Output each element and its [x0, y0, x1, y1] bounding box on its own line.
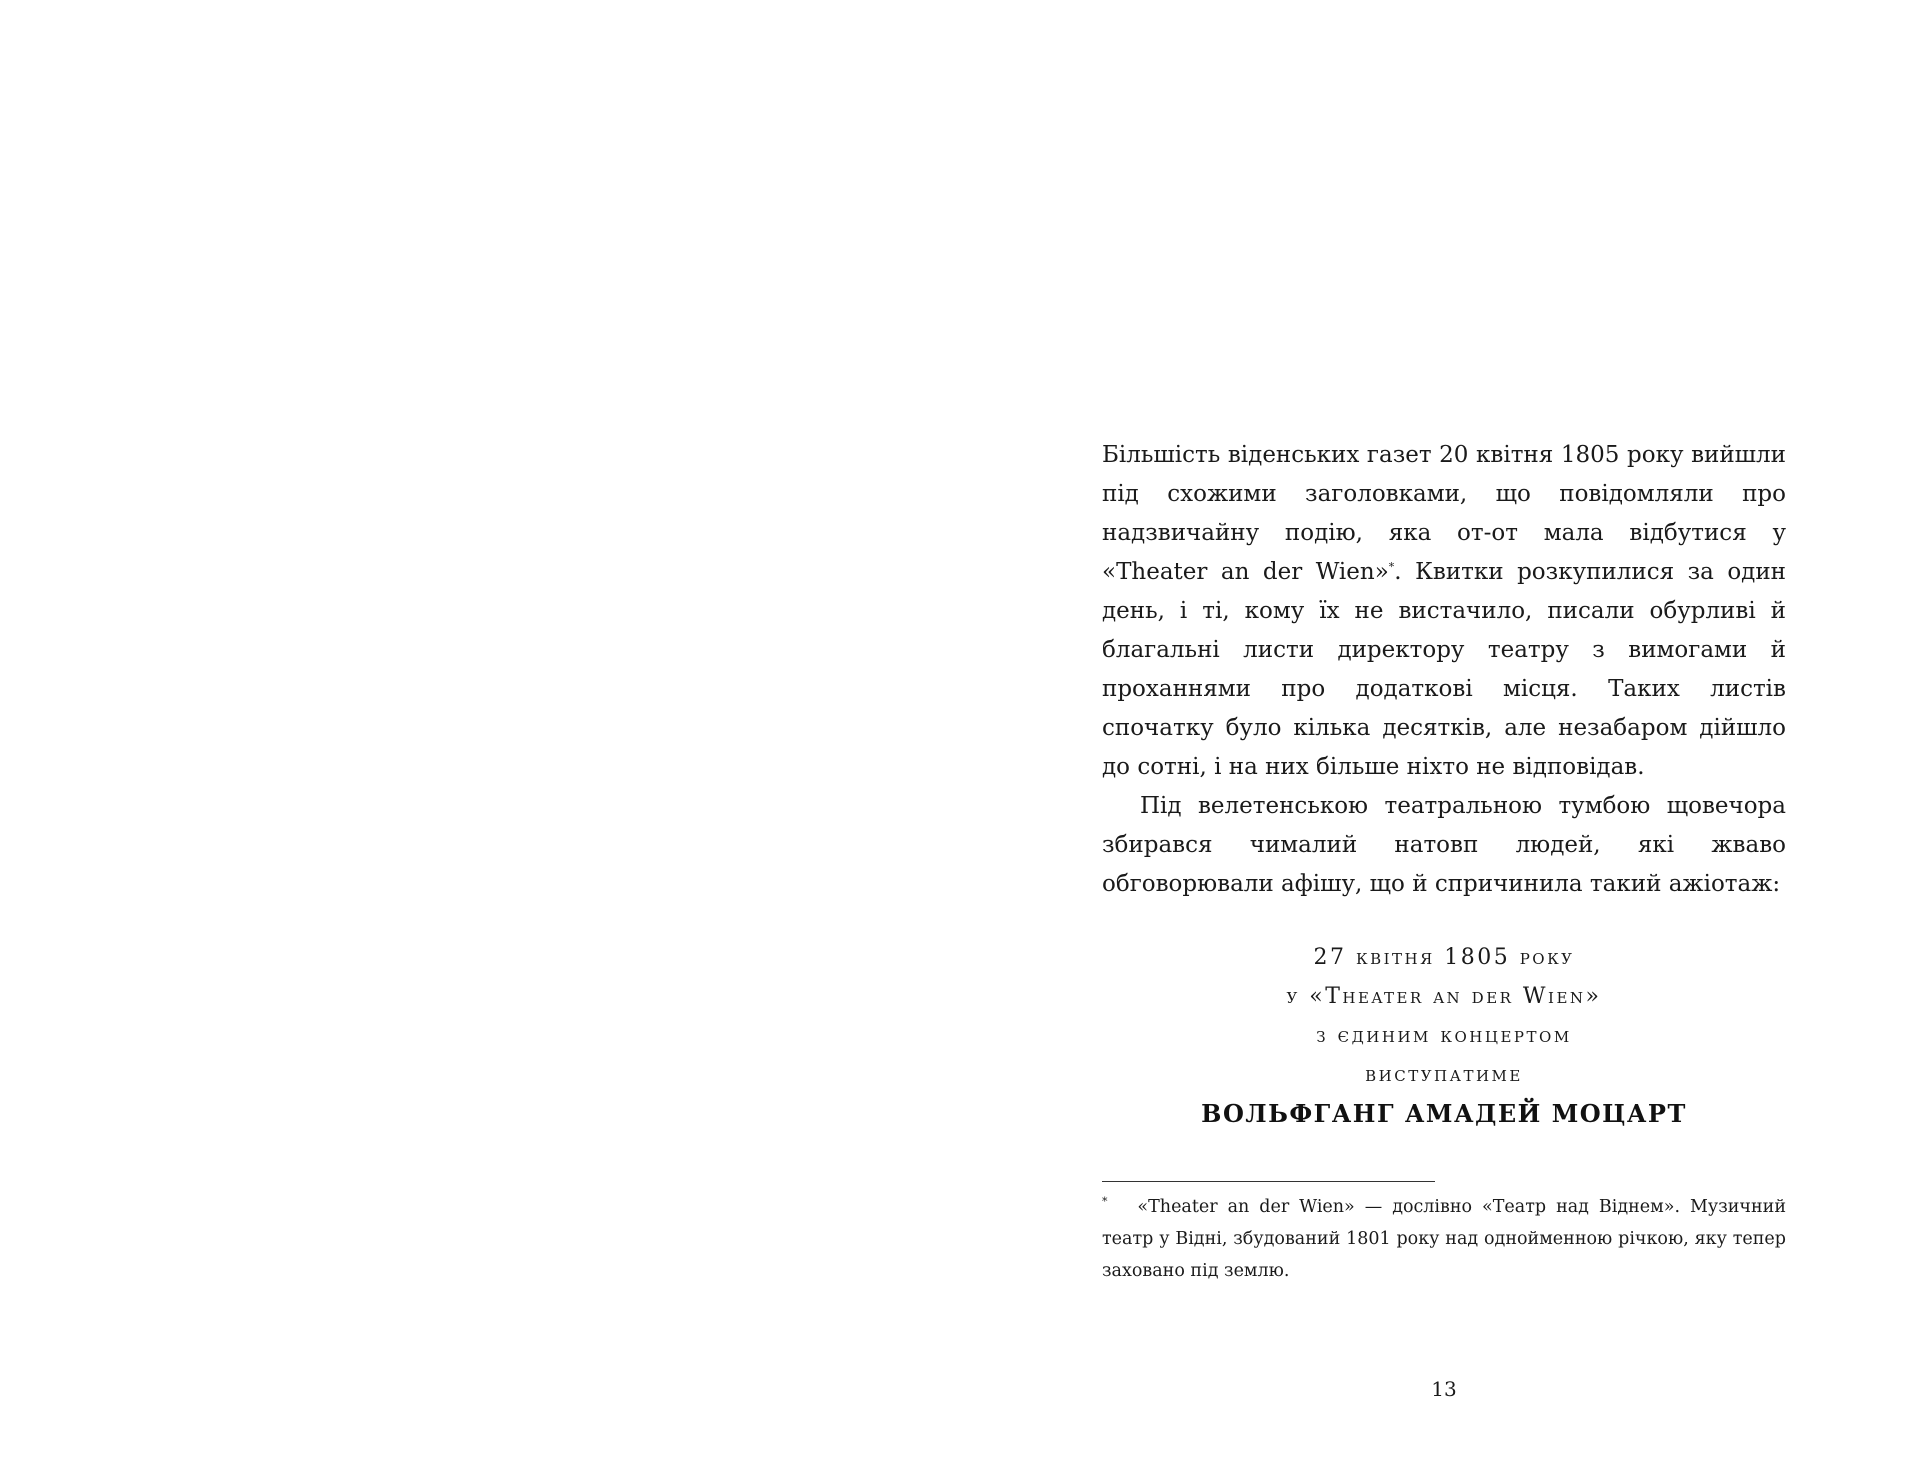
- poster-concert-line: з єдиним концертом: [1316, 1023, 1572, 1048]
- concert-poster: [1102, 938, 1786, 1134]
- paragraph-1-text-continued: . Квитки розкупилися за один день, і ті, кому їх не вистачило, писали обурливі й благальні листи директору театру з вимогами й проханнями про додаткові місця. Таких листів спочатку було кілька десятків, але незабаром дійшло до сотні, і на них більше ніхто не відповідав.: [1102, 559, 1786, 780]
- right-page: [960, 0, 1920, 1477]
- poster-performer-name: ВОЛЬФГАНГ АМАДЕЙ МОЦАРТ: [1201, 1099, 1687, 1128]
- page-number: 13: [1431, 1377, 1457, 1401]
- paragraph-2: Під велетенською театральною тумбою щовечора збирався чималий натовп людей, які жваво обговорювали афішу, що й спричинила такий ажіотаж:: [1102, 793, 1786, 897]
- poster-venue-line: у «Theater an der Wien»: [1286, 984, 1602, 1009]
- paragraph-1: [1102, 436, 1786, 787]
- footnote-divider: [1102, 1181, 1435, 1182]
- poster-date-line: 27 квітня 1805 року: [1313, 945, 1575, 970]
- footnote: [1102, 1191, 1786, 1287]
- footnote-mark: *: [1102, 1195, 1108, 1209]
- footnote-reference-mark: *: [1388, 560, 1395, 574]
- body-text: [1102, 436, 1786, 904]
- paragraph-1-text: Більшість віденських газет 20 квітня 1805 року вийшли під схожими заголовками, що повідомляли про надзвичайну подію, яка от-от мала відбутися у «Theater an der Wien»: [1102, 442, 1786, 585]
- poster-performs-line: виступатиме: [1365, 1062, 1523, 1087]
- footnote-text: «Theater an der Wien» — дослівно «Театр над Віднем». Музичний театр у Відні, збудований 1801 року над однойменною річкою, яку тепер заховано під землю.: [1102, 1197, 1786, 1281]
